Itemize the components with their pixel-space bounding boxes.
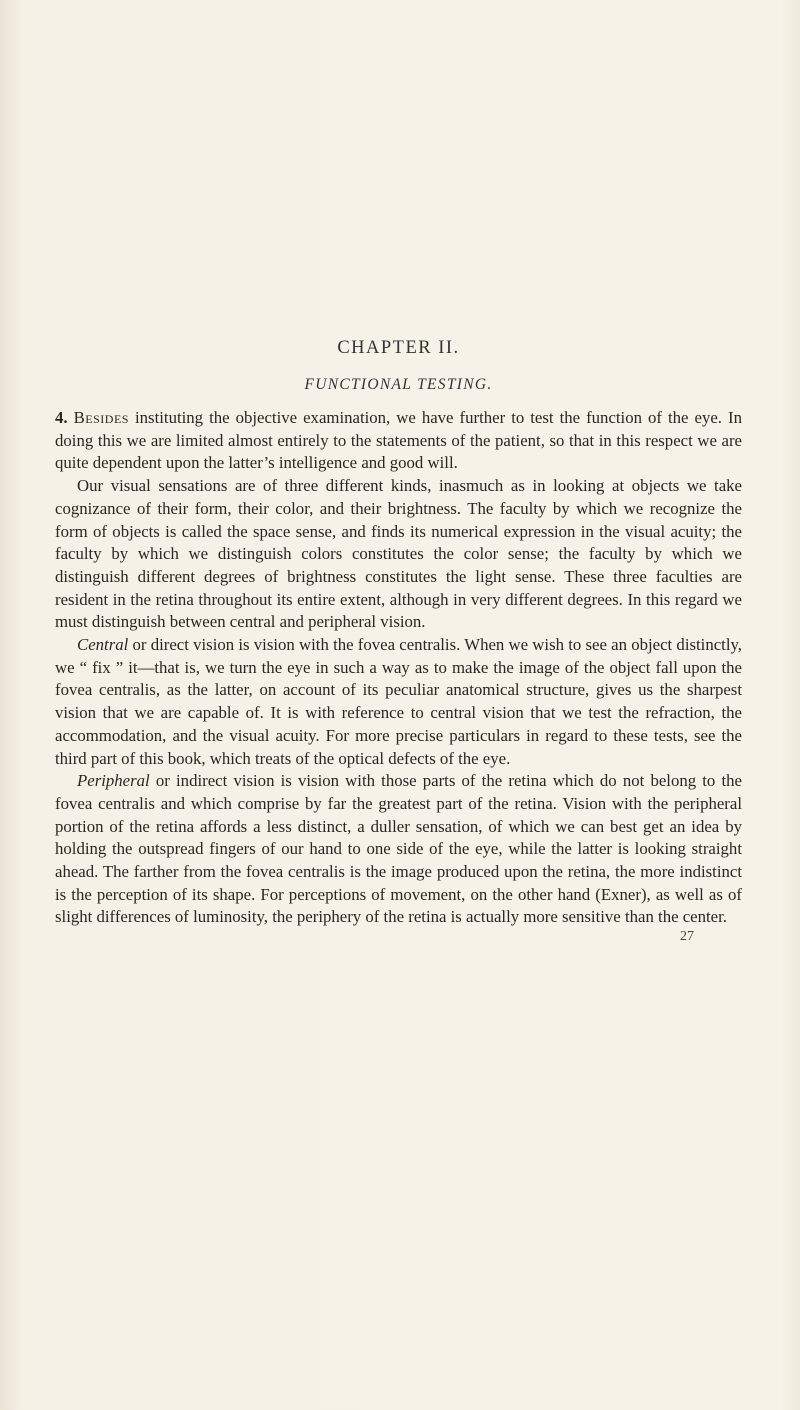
section-number: 4. — [55, 408, 68, 427]
page-number: 27 — [680, 929, 694, 945]
paragraph-4-text: or indirect vision is vision with those parts of the retina which do not belong to the fovea centralis and which comprise by far the greatest part of the retina. Vision with the peripheral portion of the retina affords a less distinct, a duller sensation, of which we can best get an idea by holding the outspread fingers of our hand to one side of the eye, while the latter is looking straight ahead. The farther from the fovea centralis is the image produced upon the retina, the more indistinct is the perception of its shape. For perceptions of movement, on the other hand (Exner), as well as of slight differences of luminosity, the periphery of the retina is actually more sensitive than the center. — [55, 771, 742, 927]
paragraph-2: Our visual sensations are of three different kinds, inasmuch as in looking at objects we take cognizance of their form, their color, and their brightness. The faculty by which we recognize the form of objects is called the space sense, and finds its numerical expression in the visual acuity; the faculty by which we distinguish colors constitutes the color sense; the faculty by which we distinguish different degrees of brightness constitutes the light sense. These three faculties are resident in the retina throughout its entire extent, although in very different degrees. In this regard we must distinguish between central and peripheral vision. — [55, 476, 742, 632]
paragraph-3-text: or direct vision is vision with the fovea centralis. When we wish to see an object distinctly, we “ fix ” it—that is, we turn the eye in such a way as to make the image of the object fall upon the fovea centralis, as the latter, on account of its peculiar anatomical structure, gives us the sharpest vision that we are capable of. It is with reference to central vision that we test the refraction, the accommodation, and the visual acuity. For more precise particulars in regard to these tests, see the third part of this book, which treats of the optical defects of the eye. — [55, 635, 742, 768]
chapter-subtitle: FUNCTIONAL TESTING. — [304, 376, 493, 393]
paragraph-4 — [55, 770, 742, 929]
lead-word: Besides — [73, 408, 129, 427]
paragraph-3 — [55, 634, 742, 770]
paragraph-1-text: instituting the objective examination, we have further to test the function of the eye. In doing this we are limited almost entirely to the statements of the patient, so that in this respect we are quite dependent upon the latter’s intelligence and good will. — [55, 408, 742, 473]
paragraph-1 — [55, 407, 742, 475]
term-central: Central — [77, 635, 129, 655]
chapter-heading: CHAPTER II. — [337, 338, 460, 358]
page-text-block — [55, 338, 742, 945]
term-peripheral: Peripheral — [77, 771, 150, 791]
